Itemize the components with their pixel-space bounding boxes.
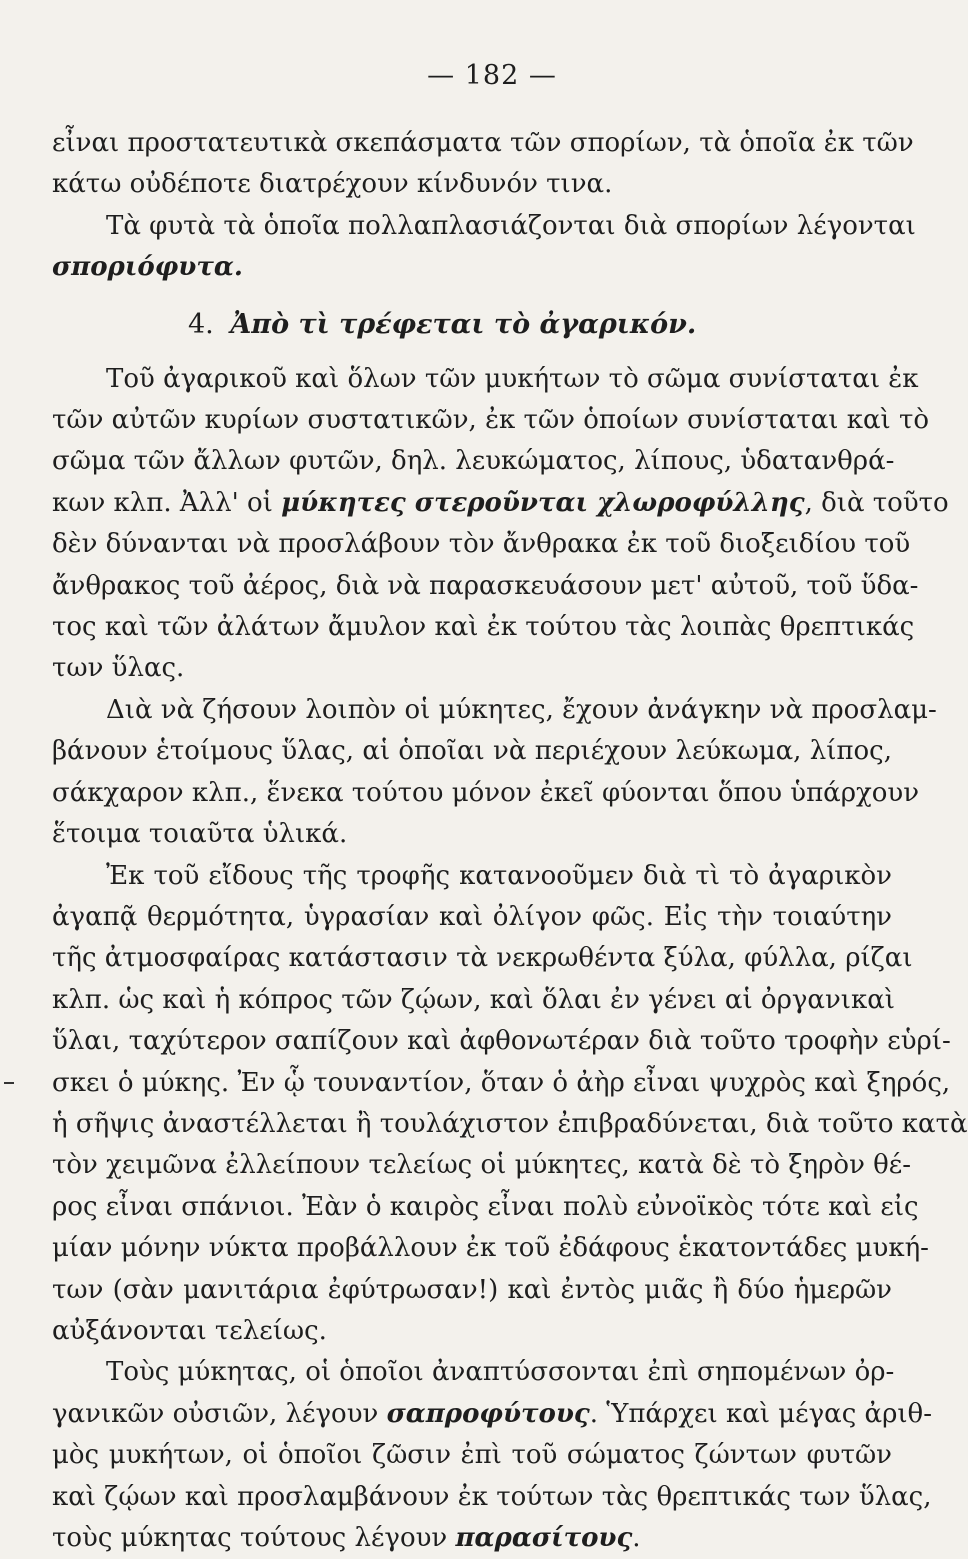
- term-parasites: παρασίτους: [455, 1523, 633, 1553]
- text-segment: κων κλπ. Ἀλλ' οἱ: [52, 487, 273, 518]
- page-number: — 182 —: [427, 60, 557, 91]
- section-heading: [52, 303, 892, 347]
- text-segment: τοὺς μύκητας τούτους λέγουν: [52, 1523, 448, 1553]
- text-line: [52, 1518, 892, 1559]
- text-line: σάκχαρον κλπ., ἕνεκα τούτου μόνον ἐκεῖ φύονται ὅπου ὑπάρχουν: [52, 777, 920, 808]
- text-line: ὕλαι, ταχύτερον σαπίζουν καὶ ἀφθονωτέραν διὰ τοῦτο τροφὴν εὑρί-: [52, 1026, 951, 1057]
- text-line: κλπ. ὡς καὶ ἡ κόπρος τῶν ζῴων, καὶ ὅλαι ἐν γένει αἱ ὀργανικαὶ: [52, 984, 895, 1015]
- text-segment: .: [632, 1523, 641, 1553]
- text-line: ἕτοιμα τοιαῦτα ὑλικά.: [52, 819, 348, 850]
- book-page: [52, 60, 968, 1553]
- text-line: [52, 483, 949, 524]
- text-line: ἡ σῆψις ἀναστέλλεται ἢ τουλάχιστον ἐπιβραδύνεται, διὰ τοῦτο κατὰ: [52, 1108, 968, 1139]
- text-line: βάνουν ἑτοίμους ὕλας, αἱ ὁποῖαι νὰ περιέχουν λεύκωμα, λίπος,: [52, 736, 892, 767]
- emphasis-no-chlorophyll: μύκητες στεροῦνται χλωροφύλλης: [281, 487, 805, 518]
- text-line: σῶμα τῶν ἄλλων φυτῶν, δηλ. λευκώματος, λίπους, ὑδατανθρά-: [52, 446, 895, 477]
- text-line: ρος εἶναι σπάνιοι. Ἐὰν ὁ καιρὸς εἶναι πολὺ εὐνοϊκὸς τότε καὶ εἰς: [52, 1191, 919, 1222]
- text-line: μὸς μυκήτων, οἱ ὁποῖοι ζῶσιν ἐπὶ τοῦ σώματος ζώντων φυτῶν: [52, 1440, 892, 1471]
- term-saprophytes: σαπροφύτους: [386, 1398, 590, 1429]
- text-line: των (σὰν μανιτάρια ἐφύτρωσαν!) καὶ ἐντὸς μιᾶς ἢ δύο ἡμερῶν: [52, 1274, 892, 1305]
- text-line: ἀγαπᾷ θερμότητα, ὑγρασίαν καὶ ὀλίγον φῶς. Εἰς τὴν τοιαύτην: [52, 901, 892, 932]
- text-line: τῶν αὐτῶν κυρίων συστατικῶν, ἐκ τῶν ὁποίων συνίσταται καὶ τὸ: [52, 405, 930, 436]
- text-line: σκει ὁ μύκης. Ἐν ᾧ τουναντίον, ὅταν ὁ ἀὴρ εἶναι ψυχρὸς καὶ ξηρός,: [52, 1067, 951, 1098]
- text-line: Διὰ νὰ ζήσουν λοιπὸν οἱ μύκητες, ἔχουν ἀνάγκην νὰ προσλαμ-: [106, 694, 937, 725]
- text-segment: γανικῶν οὐσιῶν, λέγουν: [52, 1398, 379, 1429]
- text-line: τῆς ἀτμοσφαίρας κατάστασιν τὰ νεκρωθέντα ξύλα, φύλλα, ρίζαι: [52, 943, 913, 974]
- text-line: τος καὶ τῶν ἀλάτων ἄμυλον καὶ ἐκ τούτου τὰς λοιπὰς θρεπτικάς: [52, 612, 915, 643]
- text-line: Τοὺς μύκητας, οἱ ὁποῖοι ἀναπτύσσονται ἐπὶ σηπομένων ὀρ-: [106, 1357, 895, 1388]
- text-line: ἄνθρακος τοῦ ἀέρος, διὰ νὰ παρασκευάσουν μετ' αὐτοῦ, τοῦ ὕδα-: [52, 570, 919, 601]
- text-line: εἶναι προστατευτικὰ σκεπάσματα τῶν σπορίων, τὰ ὁποῖα ἐκ τῶν: [52, 128, 914, 158]
- text-line: δὲν δύνανται νὰ προσλάβουν τὸν ἄνθρακα ἐκ τοῦ διοξειδίου τοῦ: [52, 529, 911, 560]
- text-line: αὐξάνονται τελείως.: [52, 1315, 327, 1346]
- text-line: κάτω οὐδέποτε διατρέχουν κίνδυνόν τινα.: [52, 169, 613, 200]
- term-sporiophyta: σποριόφυτα.: [52, 252, 243, 283]
- text-line: τὸν χειμῶνα ἐλλείπουν τελείως οἱ μύκητες, κατὰ δὲ τὸ ξηρὸν θέ-: [52, 1150, 912, 1181]
- text-line: μίαν μόνην νύκτα προβάλλουν ἐκ τοῦ ἐδάφους ἑκατοντάδες μυκή-: [52, 1233, 929, 1264]
- text-segment: . Ὑπάρχει καὶ μέγας ἀριθ-: [589, 1398, 932, 1429]
- margin-mark: [4, 1082, 14, 1084]
- text-segment: , διὰ τοῦτο: [804, 487, 949, 518]
- text-line: Τὰ φυτὰ τὰ ὁποῖα πολλαπλασιάζονται διὰ σπορίων λέγονται: [106, 210, 916, 241]
- section-title: Ἀπὸ τὶ τρέφεται τὸ ἀγαρικόν.: [230, 308, 697, 340]
- text-line: καὶ ζῴων καὶ προσλαμβάνουν ἐκ τούτων τὰς θρεπτικάς των ὕλας,: [52, 1481, 932, 1512]
- text-line: [52, 1394, 932, 1435]
- section-number: 4.: [188, 308, 214, 340]
- text-line: Τοῦ ἀγαρικοῦ καὶ ὅλων τῶν μυκήτων τὸ σῶμα συνίσταται ἐκ: [106, 363, 919, 394]
- text-line: Ἐκ τοῦ εἴδους τῆς τροφῆς κατανοοῦμεν διὰ τὶ τὸ ἀγαρικὸν: [106, 860, 892, 891]
- text-line: των ὕλας.: [52, 653, 185, 684]
